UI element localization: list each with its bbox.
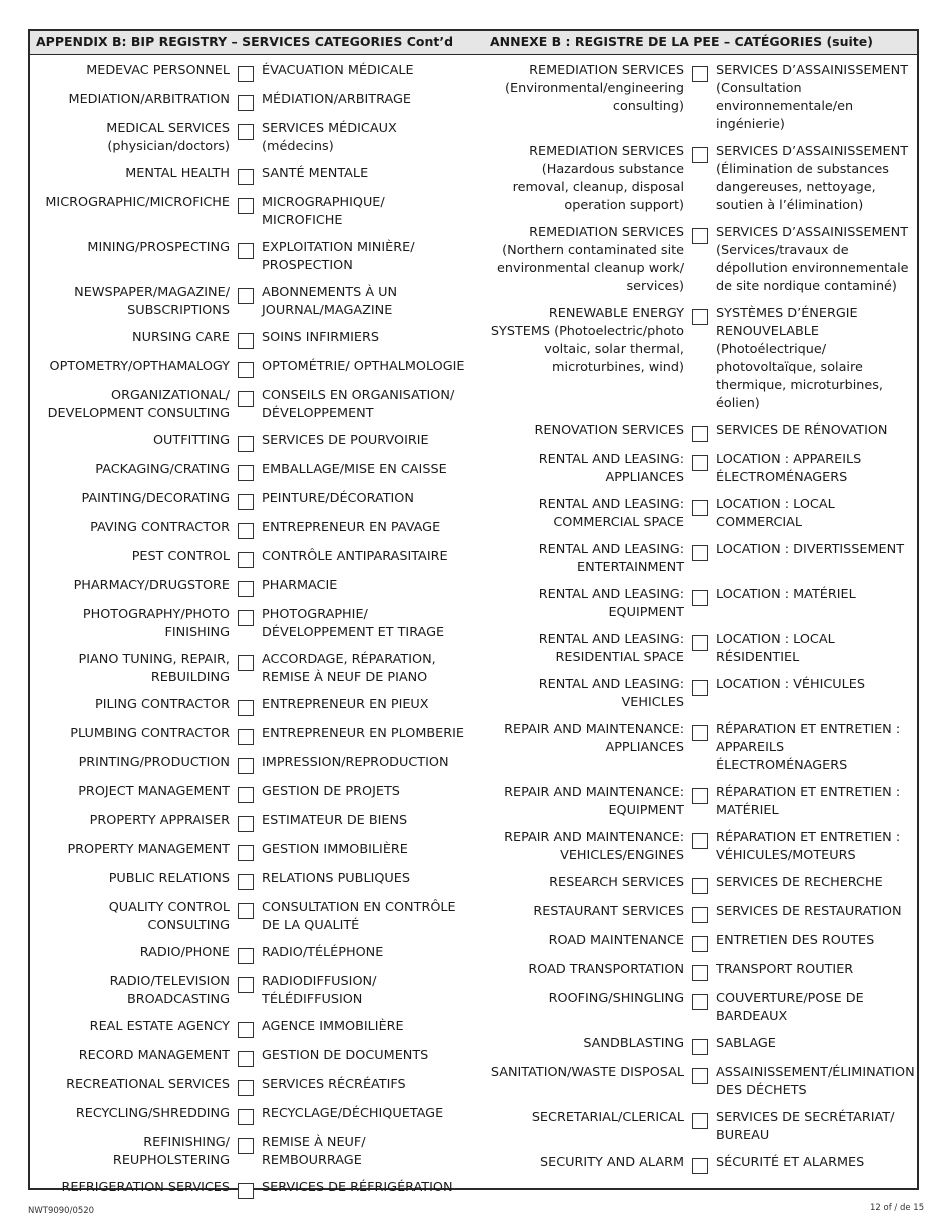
category-row [486, 586, 916, 622]
category-checkbox[interactable] [238, 391, 254, 407]
category-checkbox[interactable] [238, 700, 254, 716]
category-checkbox[interactable] [238, 243, 254, 259]
category-label-en: RADIO/TELEVISION BROADCASTING [109, 974, 230, 1007]
category-row [30, 870, 475, 890]
category-label-fr: ENTREPRENEUR EN PIEUX [262, 697, 429, 712]
category-checkbox[interactable] [238, 494, 254, 510]
category-label-en: PROPERTY APPRAISER [89, 813, 230, 828]
category-row [30, 120, 475, 156]
category-row [486, 1109, 916, 1145]
category-row [30, 432, 475, 452]
category-label-en: MINING/PROSPECTING [87, 240, 230, 255]
category-checkbox[interactable] [238, 436, 254, 452]
category-label-fr: SANTÉ MENTALE [262, 166, 369, 181]
category-label-en: MEDEVAC PERSONNEL [86, 63, 230, 78]
category-row [486, 721, 916, 775]
category-label-fr: CONTRÔLE ANTIPARASITAIRE [262, 549, 448, 564]
category-label-fr: SYSTÈMES D’ÉNERGIE RENOUVELABLE (Photoélectrique/ photovoltaïque, solaire thermique, microturbines, éolien) [716, 306, 883, 411]
category-row [30, 651, 475, 687]
category-checkbox[interactable] [238, 903, 254, 919]
category-row [30, 62, 475, 82]
category-label-fr: SERVICES DE RÉNOVATION [716, 423, 888, 438]
category-label-fr: EMBALLAGE/MISE EN CAISSE [262, 462, 447, 477]
category-label-fr: SOINS INFIRMIERS [262, 330, 380, 345]
category-label-fr: SERVICES MÉDICAUX (médecins) [262, 121, 397, 154]
category-row [30, 548, 475, 568]
category-label-en: RADIO/PHONE [139, 945, 230, 960]
category-checkbox[interactable] [238, 124, 254, 140]
category-label-fr: GESTION IMMOBILIÈRE [262, 842, 408, 857]
category-row [30, 1018, 475, 1038]
category-label-fr: ESTIMATEUR DE BIENS [262, 813, 408, 828]
category-label-fr: TRANSPORT ROUTIER [716, 962, 854, 977]
category-row [30, 519, 475, 539]
category-label-en: REPAIR AND MAINTENANCE: EQUIPMENT [504, 785, 685, 818]
category-row [486, 676, 916, 712]
category-row [30, 812, 475, 832]
category-row [486, 305, 916, 413]
category-label-fr: SERVICES RÉCRÉATIFS [262, 1077, 406, 1092]
category-label-en: RENTAL AND LEASING: RESIDENTIAL SPACE [538, 632, 685, 665]
category-row [486, 1154, 916, 1174]
category-row [486, 874, 916, 894]
category-checkbox[interactable] [692, 907, 708, 923]
category-label-en: PAINTING/DECORATING [81, 491, 230, 506]
category-checkbox[interactable] [238, 523, 254, 539]
category-label-en: RENTAL AND LEASING: APPLIANCES [538, 452, 685, 485]
category-label-fr: GESTION DE DOCUMENTS [262, 1048, 429, 1063]
category-label-en: PACKAGING/CRATING [95, 462, 230, 477]
category-checkbox[interactable] [238, 758, 254, 774]
category-row [30, 461, 475, 481]
category-label-fr: ASSAINISSEMENT/ÉLIMINATION DES DÉCHETS [716, 1065, 915, 1098]
category-label-fr: RÉPARATION ET ENTRETIEN : APPAREILS ÉLECTROMÉNAGERS [716, 722, 901, 773]
category-row [30, 239, 475, 275]
category-label-fr: RADIO/TÉLÉPHONE [262, 945, 384, 960]
category-row [30, 1179, 475, 1199]
category-row [486, 451, 916, 487]
category-label-fr: MÉDIATION/ARBITRAGE [262, 92, 411, 107]
category-checkbox[interactable] [692, 228, 708, 244]
category-row [486, 990, 916, 1026]
category-checkbox[interactable] [238, 610, 254, 626]
category-checkbox[interactable] [692, 500, 708, 516]
category-label-en: SANITATION/WASTE DISPOSAL [490, 1065, 685, 1080]
category-label-fr: ENTRETIEN DES ROUTES [716, 933, 875, 948]
category-row [30, 783, 475, 803]
category-row [30, 899, 475, 935]
category-label-en: RESTAURANT SERVICES [533, 904, 685, 919]
category-label-en: RECYCLING/SHREDDING [75, 1106, 230, 1121]
category-label-en: ROAD MAINTENANCE [548, 933, 685, 948]
category-label-fr: SERVICES DE RÉFRIGÉRATION [262, 1180, 453, 1195]
right-column [486, 62, 916, 1183]
category-label-en: MEDICAL SERVICES (physician/doctors) [106, 121, 230, 154]
category-checkbox[interactable] [692, 725, 708, 741]
category-checkbox[interactable] [692, 965, 708, 981]
category-row [30, 973, 475, 1009]
category-checkbox[interactable] [692, 1039, 708, 1055]
category-row [30, 944, 475, 964]
category-label-fr: LOCATION : LOCAL COMMERCIAL [716, 497, 835, 530]
category-checkbox[interactable] [692, 680, 708, 696]
category-label-fr: ENTREPRENEUR EN PLOMBERIE [262, 726, 464, 741]
category-label-fr: COUVERTURE/POSE DE BARDEAUX [716, 991, 864, 1024]
category-label-en: SECURITY AND ALARM [540, 1155, 685, 1170]
category-checkbox[interactable] [238, 66, 254, 82]
category-label-en: PRINTING/PRODUCTION [78, 755, 230, 770]
category-checkbox[interactable] [238, 169, 254, 185]
category-checkbox[interactable] [238, 198, 254, 214]
category-row [486, 932, 916, 952]
category-label-en: SECRETARIAL/CLERICAL [531, 1110, 685, 1125]
category-row [30, 1105, 475, 1125]
category-label-fr: GESTION DE PROJETS [262, 784, 400, 799]
category-row [30, 387, 475, 423]
category-label-fr: ÉVACUATION MÉDICALE [262, 63, 414, 78]
category-row [486, 829, 916, 865]
category-checkbox[interactable] [238, 1138, 254, 1154]
category-label-fr: SERVICES D’ASSAINISSEMENT (Élimination de substances dangereuses, nettoyage, soutien à l’élimination) [716, 144, 909, 213]
category-row [30, 606, 475, 642]
category-label-fr: RADIODIFFUSION/ TÉLÉDIFFUSION [262, 974, 377, 1007]
category-label-en: SANDBLASTING [583, 1036, 685, 1051]
category-checkbox[interactable] [238, 1022, 254, 1038]
category-row [30, 696, 475, 716]
category-row [486, 961, 916, 981]
category-label-fr: LOCATION : DIVERTISSEMENT [716, 542, 905, 557]
category-label-en: MICROGRAPHIC/MICROFICHE [45, 195, 230, 210]
category-checkbox[interactable] [692, 1113, 708, 1129]
category-checkbox[interactable] [692, 455, 708, 471]
category-label-en: ORGANIZATIONAL/ DEVELOPMENT CONSULTING [47, 388, 230, 421]
category-checkbox[interactable] [692, 590, 708, 606]
category-checkbox[interactable] [238, 1080, 254, 1096]
category-label-fr: IMPRESSION/REPRODUCTION [262, 755, 449, 770]
category-label-fr: SERVICES DE POURVOIRIE [262, 433, 429, 448]
category-label-en: QUALITY CONTROL CONSULTING [108, 900, 230, 933]
category-checkbox[interactable] [238, 1051, 254, 1067]
category-checkbox[interactable] [692, 833, 708, 849]
category-label-fr: SERVICES D’ASSAINISSEMENT (Consultation environnementale/en ingénierie) [716, 63, 909, 132]
category-label-fr: REMISE À NEUF/ REMBOURRAGE [262, 1135, 366, 1168]
category-checkbox[interactable] [238, 787, 254, 803]
category-label-en: REPAIR AND MAINTENANCE: VEHICLES/ENGINES [504, 830, 685, 863]
category-checkbox[interactable] [238, 655, 254, 671]
category-label-fr: SERVICES DE RESTAURATION [716, 904, 902, 919]
category-label-en: RENTAL AND LEASING: ENTERTAINMENT [538, 542, 685, 575]
category-label-en: REFINISHING/ REUPHOLSTERING [112, 1135, 230, 1168]
category-label-en: PILING CONTRACTOR [95, 697, 230, 712]
category-label-en: PIANO TUNING, REPAIR, REBUILDING [78, 652, 230, 685]
category-label-en: RECREATIONAL SERVICES [66, 1077, 230, 1092]
category-label-en: RESEARCH SERVICES [549, 875, 685, 890]
category-checkbox[interactable] [238, 874, 254, 890]
category-row [486, 62, 916, 134]
category-label-en: REMEDIATION SERVICES (Hazardous substance removal, cleanup, disposal operation support) [512, 144, 685, 213]
category-label-fr: ACCORDAGE, RÉPARATION, REMISE À NEUF DE PIANO [262, 652, 436, 685]
category-checkbox[interactable] [692, 545, 708, 561]
category-label-en: NURSING CARE [132, 330, 230, 345]
category-label-fr: MICROGRAPHIQUE/ MICROFICHE [262, 195, 385, 228]
page-number: 12 of / de 15 [870, 1203, 925, 1213]
category-label-fr: ENTREPRENEUR EN PAVAGE [262, 520, 441, 535]
category-checkbox[interactable] [692, 878, 708, 894]
category-label-fr: SERVICES DE SECRÉTARIAT/ BUREAU [716, 1110, 895, 1143]
category-label-fr: ABONNEMENTS À UN JOURNAL/MAGAZINE [262, 285, 398, 318]
category-label-fr: RÉPARATION ET ENTRETIEN : MATÉRIEL [716, 785, 901, 818]
category-row [30, 358, 475, 378]
header-english: APPENDIX B: BIP REGISTRY – SERVICES CATEGORIES Cont’d [36, 34, 454, 49]
category-checkbox[interactable] [238, 1183, 254, 1199]
category-label-en: PHOTOGRAPHY/PHOTO FINISHING [82, 607, 230, 640]
header-french: ANNEXE B : REGISTRE DE LA PEE – CATÉGORIES (suite) [490, 34, 873, 49]
category-label-fr: SERVICES D’ASSAINISSEMENT (Services/travaux de dépollution environnementale de site nordique contaminé) [716, 225, 909, 294]
category-row [30, 754, 475, 774]
category-label-en: NEWSPAPER/MAGAZINE/ SUBSCRIPTIONS [74, 285, 230, 318]
category-label-en: RECORD MANAGEMENT [78, 1048, 230, 1063]
category-checkbox[interactable] [238, 581, 254, 597]
category-checkbox[interactable] [238, 1109, 254, 1125]
category-checkbox[interactable] [692, 788, 708, 804]
category-label-en: REPAIR AND MAINTENANCE: APPLIANCES [504, 722, 685, 755]
category-label-fr: RECYCLAGE/DÉCHIQUETAGE [262, 1106, 444, 1121]
category-row [486, 1035, 916, 1055]
category-checkbox[interactable] [238, 465, 254, 481]
category-label-fr: SÉCURITÉ ET ALARMES [716, 1155, 865, 1170]
category-checkbox[interactable] [692, 309, 708, 325]
category-checkbox[interactable] [692, 426, 708, 442]
category-checkbox[interactable] [692, 1068, 708, 1084]
category-row [486, 224, 916, 296]
category-checkbox[interactable] [692, 635, 708, 651]
category-row [486, 1064, 916, 1100]
category-row [486, 541, 916, 577]
category-row [30, 1134, 475, 1170]
form-frame [28, 29, 919, 1195]
category-label-fr: LOCATION : MATÉRIEL [716, 587, 856, 602]
category-label-en: REMEDIATION SERVICES (Northern contaminated site environmental cleanup work/ services) [497, 225, 685, 294]
category-row [30, 1076, 475, 1096]
form-number: NWT9090/0520 [28, 1206, 95, 1216]
category-row [486, 422, 916, 442]
category-checkbox[interactable] [692, 147, 708, 163]
category-row [30, 577, 475, 597]
category-label-en: ROOFING/SHINGLING [548, 991, 685, 1006]
category-label-en: ROAD TRANSPORTATION [528, 962, 685, 977]
category-label-en: PHARMACY/DRUGSTORE [73, 578, 230, 593]
category-label-en: REAL ESTATE AGENCY [89, 1019, 230, 1034]
category-label-en: MENTAL HEALTH [125, 166, 230, 181]
category-row [30, 91, 475, 111]
category-label-fr: SABLAGE [716, 1036, 776, 1051]
category-row [486, 496, 916, 532]
category-checkbox[interactable] [238, 845, 254, 861]
category-row [30, 284, 475, 320]
category-label-fr: EXPLOITATION MINIÈRE/ PROSPECTION [262, 240, 415, 273]
category-label-fr: PHARMACIE [262, 578, 338, 593]
category-label-en: PLUMBING CONTRACTOR [70, 726, 230, 741]
category-row [486, 143, 916, 215]
category-checkbox[interactable] [238, 333, 254, 349]
category-label-fr: LOCATION : APPAREILS ÉLECTROMÉNAGERS [716, 452, 862, 485]
category-label-en: PUBLIC RELATIONS [108, 871, 230, 886]
category-label-fr: SERVICES DE RECHERCHE [716, 875, 883, 890]
category-checkbox[interactable] [238, 977, 254, 993]
category-label-fr: AGENCE IMMOBILIÈRE [262, 1019, 404, 1034]
category-checkbox[interactable] [238, 729, 254, 745]
category-label-en: RENEWABLE ENERGY SYSTEMS (Photoelectric/photo voltaic, solar thermal, microturbines, wind) [490, 306, 685, 375]
section-header [30, 31, 917, 55]
category-checkbox[interactable] [238, 948, 254, 964]
category-row [30, 165, 475, 185]
category-label-en: REFRIGERATION SERVICES [61, 1180, 230, 1195]
category-row [30, 841, 475, 861]
category-label-en: PAVING CONTRACTOR [90, 520, 230, 535]
category-label-en: REMEDIATION SERVICES (Environmental/engineering consulting) [505, 63, 685, 114]
category-label-en: RENTAL AND LEASING: EQUIPMENT [538, 587, 685, 620]
category-label-en: RENTAL AND LEASING: VEHICLES [538, 677, 685, 710]
category-label-en: PROPERTY MANAGEMENT [67, 842, 230, 857]
category-label-en: PROJECT MANAGEMENT [78, 784, 230, 799]
category-label-fr: PHOTOGRAPHIE/ DÉVELOPPEMENT ET TIRAGE [262, 607, 445, 640]
category-row [486, 631, 916, 667]
category-row [30, 725, 475, 745]
category-label-fr: PEINTURE/DÉCORATION [262, 491, 414, 506]
category-label-en: PEST CONTROL [131, 549, 230, 564]
category-row [486, 903, 916, 923]
category-checkbox[interactable] [692, 1158, 708, 1174]
category-row [30, 490, 475, 510]
category-label-fr: CONSULTATION EN CONTRÔLE DE LA QUALITÉ [262, 900, 456, 933]
category-row [30, 194, 475, 230]
category-label-fr: LOCATION : VÉHICULES [716, 677, 866, 692]
category-label-en: RENTAL AND LEASING: COMMERCIAL SPACE [538, 497, 685, 530]
category-label-en: RENOVATION SERVICES [534, 423, 685, 438]
category-label-en: OUTFITTING [152, 433, 230, 448]
category-checkbox[interactable] [692, 936, 708, 952]
category-checkbox[interactable] [238, 552, 254, 568]
category-row [486, 784, 916, 820]
category-checkbox[interactable] [238, 816, 254, 832]
category-checkbox[interactable] [692, 66, 708, 82]
left-column [30, 62, 475, 1208]
category-label-en: OPTOMETRY/OPTHAMALOGY [49, 359, 230, 374]
category-label-fr: OPTOMÉTRIE/ OPTHALMOLOGIE [262, 359, 465, 374]
category-label-fr: RELATIONS PUBLIQUES [262, 871, 411, 886]
category-row [30, 1047, 475, 1067]
category-label-fr: LOCATION : LOCAL RÉSIDENTIEL [716, 632, 835, 665]
category-label-fr: CONSEILS EN ORGANISATION/ DÉVELOPPEMENT [262, 388, 455, 421]
category-checkbox[interactable] [692, 994, 708, 1010]
category-row [30, 329, 475, 349]
category-checkbox[interactable] [238, 95, 254, 111]
category-checkbox[interactable] [238, 362, 254, 378]
category-label-fr: RÉPARATION ET ENTRETIEN : VÉHICULES/MOTEURS [716, 830, 901, 863]
category-label-en: MEDIATION/ARBITRATION [68, 92, 230, 107]
category-checkbox[interactable] [238, 288, 254, 304]
